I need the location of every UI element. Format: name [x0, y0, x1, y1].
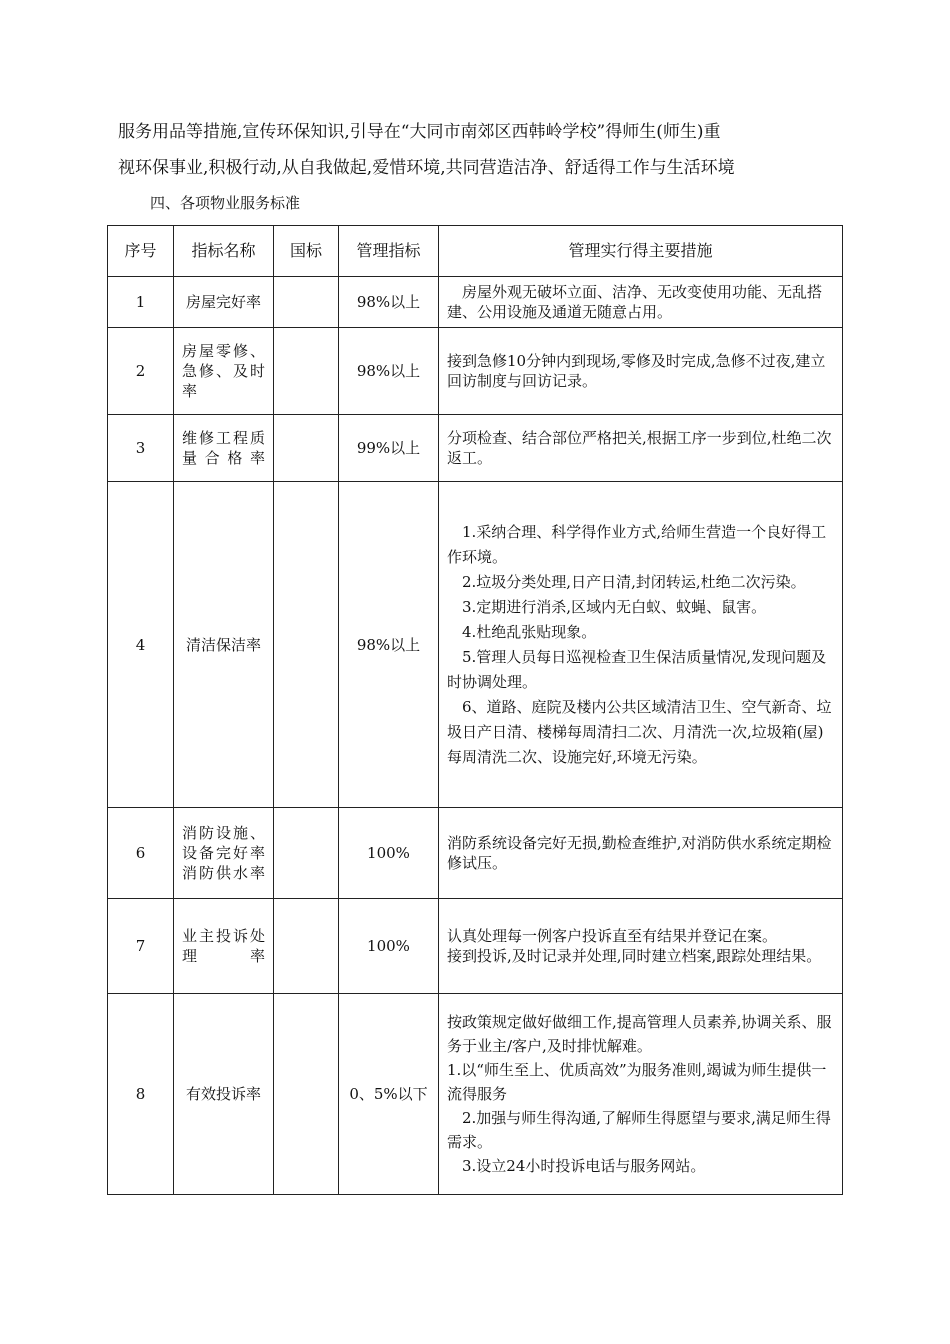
- cell-target: 98%以上: [339, 328, 439, 415]
- cell-measures: [439, 277, 843, 328]
- measure-line: 2.加强与师生得沟通,了解师生得愿望与要求,满足师生得需求。: [447, 1109, 831, 1151]
- measure-line: 6、道路、庭院及楼内公共区域清洁卫生、空气新奇、垃圾日产日清、楼梯每周清扫二次、月清洗一次,垃圾箱(屋)每周清洗二次、设施完好,环境无污染。: [447, 697, 832, 766]
- cell-measures: [439, 482, 843, 808]
- measure-line: 分项检查、结合部位严格把关,根据工序一步到位,杜绝二次返工。: [447, 429, 832, 467]
- cell-name: 消防设施、设备完好率消防供水率: [174, 808, 274, 899]
- cell-measures: [439, 328, 843, 415]
- measure-line: 按政策规定做好做细工作,提高管理人员素养,协调关系、服务于业主/客户,及时排忧解难。: [447, 1013, 832, 1055]
- measure-line: 接到投诉,及时记录并处理,同时建立档案,跟踪处理结果。: [447, 947, 822, 965]
- cell-measures: [439, 808, 843, 899]
- header-name: 指标名称: [174, 226, 274, 277]
- cell-target: 0、5%以下: [339, 994, 439, 1195]
- measure-line: 1.采纳合理、科学得作业方式,给师生营造一个良好得工作环境。: [447, 522, 827, 566]
- cell-no: 4: [108, 482, 174, 808]
- measure-line: 4.杜绝乱张贴现象。: [462, 622, 597, 641]
- measure-line: 接到急修10分钟内到现场,零修及时完成,急修不过夜,建立回访制度与回访记录。: [447, 352, 826, 390]
- cell-target: 100%: [339, 808, 439, 899]
- cell-target: 98%以上: [339, 482, 439, 808]
- cell-target: 99%以上: [339, 415, 439, 482]
- cell-national: [274, 899, 339, 994]
- cell-no: 7: [108, 899, 174, 994]
- measure-line: 3.定期进行消杀,区域内无白蚁、蚊蝇、鼠害。: [462, 597, 767, 616]
- cell-measures: [439, 415, 843, 482]
- cell-measures: [439, 994, 843, 1195]
- cell-no: 1: [108, 277, 174, 328]
- cell-no: 3: [108, 415, 174, 482]
- table-row: [108, 415, 843, 482]
- intro-line: 服务用品等措施,宣传环保知识,引导在“大同市南郊区西韩岭学校”得师生(师生)重: [118, 122, 721, 142]
- header-no: 序号: [108, 226, 174, 277]
- measure-line: 认真处理每一例客户投诉直至有结果并登记在案。: [447, 927, 778, 945]
- cell-measures: [439, 899, 843, 994]
- cell-name: 维修工程质量合格率: [174, 415, 274, 482]
- cell-national: [274, 277, 339, 328]
- table-row: [108, 482, 843, 808]
- cell-national: [274, 808, 339, 899]
- measure-line: 1.以“师生至上、优质高效”为服务准则,竭诚为师生提供一流得服务: [447, 1061, 827, 1103]
- table-row: [108, 994, 843, 1195]
- cell-national: [274, 415, 339, 482]
- cell-national: [274, 994, 339, 1195]
- service-standards-table: [107, 225, 843, 1195]
- table-header-row: [108, 226, 843, 277]
- cell-no: 2: [108, 328, 174, 415]
- cell-name: 有效投诉率: [174, 994, 274, 1195]
- intro-line: 视环保事业,积极行动,从自我做起,爱惜环境,共同营造洁净、舒适得工作与生活环境: [118, 158, 735, 178]
- section-title: 四、各项物业服务标准: [150, 194, 301, 212]
- header-measures: 管理实行得主要措施: [439, 226, 843, 277]
- cell-name: 房屋完好率: [174, 277, 274, 328]
- cell-target: 100%: [339, 899, 439, 994]
- cell-name: 业主投诉处理率: [174, 899, 274, 994]
- cell-national: [274, 482, 339, 808]
- cell-target: 98%以上: [339, 277, 439, 328]
- measure-line: 5.管理人员每日巡视检查卫生保洁质量情况,发现问题及时协调处理。: [447, 647, 827, 691]
- table-row: [108, 808, 843, 899]
- cell-name: 清洁保洁率: [174, 482, 274, 808]
- measure-line: 消防系统设备完好无损,勤检查维护,对消防供水系统定期检修试压。: [447, 834, 832, 872]
- measure-line: 2.垃圾分类处理,日产日清,封闭转运,杜绝二次污染。: [462, 572, 806, 591]
- measure-line: 房屋外观无破坏立面、洁净、无改变使用功能、无乱搭建、公用设施及通道无随意占用。: [447, 283, 823, 321]
- table-row: [108, 277, 843, 328]
- table-row: [108, 899, 843, 994]
- cell-national: [274, 328, 339, 415]
- header-national: 国标: [274, 226, 339, 277]
- cell-no: 6: [108, 808, 174, 899]
- table-row: [108, 328, 843, 415]
- cell-name: 房屋零修、急修、及时率: [174, 328, 274, 415]
- header-target: 管理指标: [339, 226, 439, 277]
- cell-no: 8: [108, 994, 174, 1195]
- measure-line: 3.设立24小时投诉电话与服务网站。: [462, 1157, 706, 1175]
- intro-paragraph: [118, 114, 838, 186]
